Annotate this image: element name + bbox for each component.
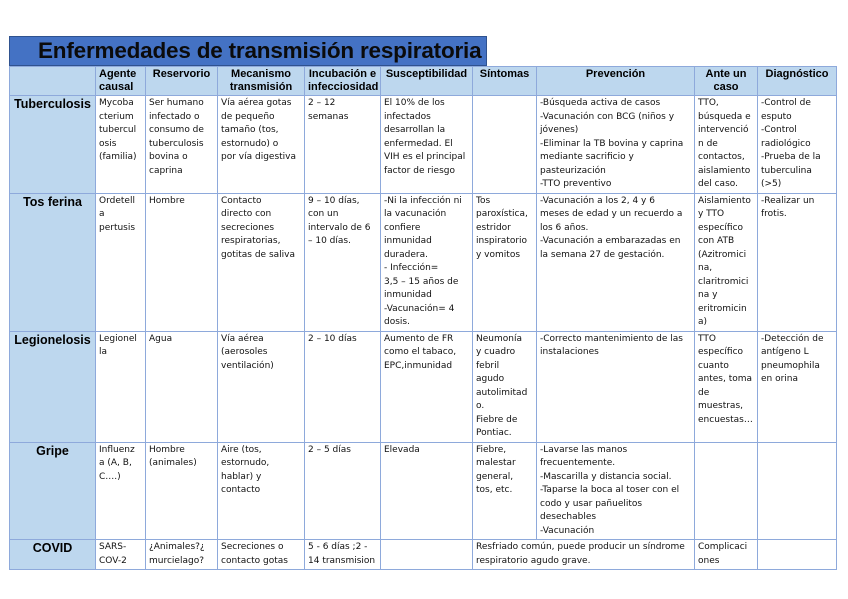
cell-ante-caso: Aislamiento y TTO específico con ATB (Azitromici na, claritromici na y eritromicin a) [695,193,758,331]
cell-ante-caso: TTO específico cuanto antes, toma de muestras, encuestas… [695,331,758,442]
cell-diagnostico [758,540,837,570]
cell-mecanismo: Contacto directo con secreciones respiratorias, gotitas de saliva [218,193,305,331]
document-title: Enfermedades de transmisión respiratoria [38,38,482,63]
header-agente: Agente causal [96,67,146,96]
cell-reservorio: Hombre (animales) [146,442,218,540]
header-diagnostico: Diagnóstico [758,67,837,96]
header-mecanismo: Mecanismo transmisión [218,67,305,96]
cell-susceptibilidad: Elevada [381,442,473,540]
cell-mecanismo: Vía aérea gotas de pequeño tamaño (tos, estornudo) o por vía digestiva [218,96,305,194]
row-label: Tos ferina [10,193,96,331]
cell-reservorio: Ser humano infectado o consumo de tuberculosis bovina o caprina [146,96,218,194]
cell-mecanismo: Secreciones o contacto gotas [218,540,305,570]
cell-sintomas [473,96,537,194]
cell-sintomas: Tos paroxística, estridor inspiratorio y vomitos [473,193,537,331]
cell-incubacion: 5 - 6 días ;2 - 14 transmision [305,540,381,570]
cell-reservorio: Hombre [146,193,218,331]
cell-sintomas: Neumonía y cuadro febril agudo autolimitad o. Fiebre de Pontiac. [473,331,537,442]
row-label: Legionelosis [10,331,96,442]
row-label: Gripe [10,442,96,540]
cell-incubacion: 2 – 12 semanas [305,96,381,194]
cell-ante-caso: TTO, búsqueda e intervenció n de contactos, aislamiento del caso. [695,96,758,194]
cell-incubacion: 9 – 10 días, con un intervalo de 6 – 10 días. [305,193,381,331]
cell-reservorio: Agua [146,331,218,442]
table-row-gripe [10,442,837,540]
cell-susceptibilidad: El 10% de los infectados desarrollan la enfermedad. El VIH es el principal factor de riesgo [381,96,473,194]
cell-diagnostico: -Realizar un frotis. [758,193,837,331]
cell-mecanismo: Aire (tos, estornudo, hablar) y contacto [218,442,305,540]
header-susceptibilidad: Susceptibilidad [381,67,473,96]
cell-prevencion: -Lavarse las manos frecuentemente. -Mascarilla y distancia social. -Taparse la boca al toser con el codo y usar pañuelitos desechables -Vacunación [537,442,695,540]
table-row-tos-ferina [10,193,837,331]
cell-diagnostico: -Control de esputo -Control radiológico -Prueba de la tuberculina (>5) [758,96,837,194]
cell-diagnostico [758,442,837,540]
cell-agente: Influenz a (A, B, C….) [96,442,146,540]
cell-sintomas: Fiebre, malestar general, tos, etc. [473,442,537,540]
row-label: Tuberculosis [10,96,96,194]
cell-incubacion: 2 – 10 días [305,331,381,442]
cell-diagnostico: -Detección de antígeno L pneumophila en orina [758,331,837,442]
cell-prevencion: -Correcto mantenimiento de las instalaciones [537,331,695,442]
cell-susceptibilidad [381,540,473,570]
cell-prevencion: -Vacunación a los 2, 4 y 6 meses de edad y un recuerdo a los 6 años. -Vacunación a embarazadas en la semana 27 de gestación. [537,193,695,331]
cell-ante-caso [695,442,758,540]
header-sintomas: Síntomas [473,67,537,96]
cell-agente: Mycoba cterium tubercul osis (familia) [96,96,146,194]
cell-sintomas-prevencion: Resfriado común, puede producir un síndrome respiratorio agudo grave. [473,540,695,570]
cell-susceptibilidad: Aumento de FR como el tabaco, EPC,inmunidad [381,331,473,442]
cell-reservorio: ¿Animales?¿ murcielago? [146,540,218,570]
table-row-covid [10,540,837,570]
cell-incubacion: 2 – 5 días [305,442,381,540]
table-row-tuberculosis [10,96,837,194]
cell-ante-caso: Complicaci ones [695,540,758,570]
row-label: COVID [10,540,96,570]
header-ante-caso: Ante un caso [695,67,758,96]
header-empty [10,67,96,96]
table-row-legionelosis [10,331,837,442]
cell-agente: SARS- COV-2 [96,540,146,570]
cell-prevencion: -Búsqueda activa de casos -Vacunación con BCG (niños y jóvenes) -Eliminar la TB bovina y caprina mediante sacrificio y pasteurización -TTO preventivo [537,96,695,194]
cell-susceptibilidad: -Ni la infección ni la vacunación confiere inmunidad duradera. - Infección= 3,5 – 15 años de inmunidad -Vacunación= 4 dosis. [381,193,473,331]
cell-mecanismo: Vía aérea (aerosoles ventilación) [218,331,305,442]
title-bar [9,36,487,66]
header-prevencion: Prevención [537,67,695,96]
cell-agente: Legionel la [96,331,146,442]
cell-agente: Ordetell a pertusis [96,193,146,331]
header-reservorio: Reservorio [146,67,218,96]
disease-table [9,66,837,570]
header-incubacion: Incubación e infecciosidad [305,67,381,96]
header-row [10,67,837,96]
